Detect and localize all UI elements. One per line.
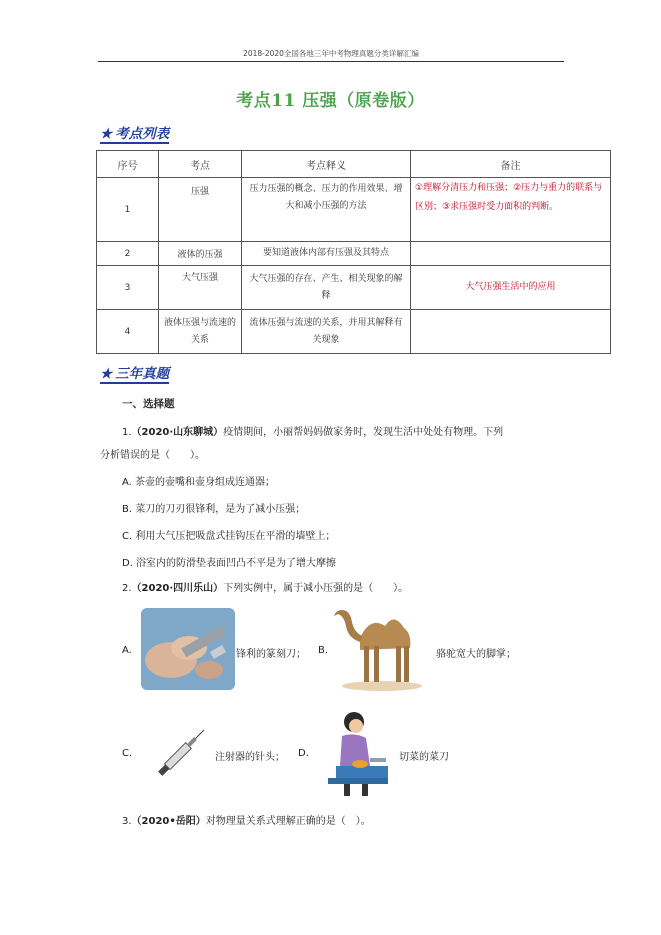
table-cell-point: 液体的压强 [159,242,242,266]
header-rule [98,61,564,62]
question-source: （2020·四川乐山） [131,583,224,594]
header-cell: 考点 [159,151,242,178]
question-3 [122,812,371,827]
option-b-letter: B. [318,645,329,656]
section-heading-points-label: 考点列表 [115,126,170,142]
table-cell-note: 大气压强生活中的应用 [411,266,611,310]
question-source: （2020·山东聊城） [131,427,224,438]
table-cell-desc: 大气压强的存在、产生、相关现象的解释 [242,266,411,310]
question-text: 下列实例中，属于减小压强的是（ ）。 [223,583,409,594]
question-source: （2020•岳阳） [131,816,206,827]
option-d-letter: D. [298,748,309,759]
question-1 [122,423,503,438]
option-c-letter: C. [122,748,133,759]
option-d: D. 浴室内的防滑垫表面凹凸不平是为了增大摩擦 [122,558,337,569]
table-cell-note [411,310,611,354]
question-text: 对物理量关系式理解正确的是（ ）。 [205,816,371,827]
table-cell-desc: 流体压强与流速的关系，并用其解释有关现象 [242,310,411,354]
section-heading-exams-label: 三年真题 [115,366,170,382]
option-a: A. 茶壶的壶嘴和壶身组成连通器； [122,477,276,488]
option-b: B. 菜刀的刀刃很锋利，是为了减小压强； [122,504,306,515]
table-header-row [97,151,611,178]
syringe-image [148,724,212,784]
option-a-text: 锋利的篆刻刀； [236,649,306,660]
running-header: 2018-2020全国各地三年中考物理真题分类详解汇编 [243,49,419,58]
page-title: 考点11 压强（原卷版） [236,91,425,111]
table-cell-no: 1 [97,178,159,242]
engraving-knife-image [141,608,235,690]
table-cell-no: 3 [97,266,159,310]
question-text: 疫情期间，小丽帮妈妈做家务时，发现生活中处处有物理。下列 [223,427,504,438]
question-2 [122,579,408,594]
option-a-letter: A. [122,645,132,656]
star-icon: ★ [100,366,113,382]
option-c-text: 注射器的针头； [215,752,285,763]
table-cell-note [411,242,611,266]
option-c: C. 利用大气压把吸盘式挂钩压在平滑的墙壁上； [122,531,336,542]
table-cell-point: 压强 [159,178,242,242]
table-cell-no: 4 [97,310,159,354]
option-d-text: 切菜的菜刀 [399,752,449,763]
table-row [97,266,611,310]
header-cell: 考点释义 [242,151,411,178]
question-number: 3. [122,816,132,827]
star-icon: ★ [100,126,113,142]
question-number: 1. [122,427,132,438]
section-heading-points [100,126,169,144]
table-cell-desc: 压力压强的概念、压力的作用效果、增大和减小压强的方法 [242,178,411,242]
header-cell: 序号 [97,151,159,178]
part-heading: 一、选择题 [122,398,175,410]
option-b-text: 骆驼宽大的脚掌； [436,649,516,660]
header-cell: 备注 [411,151,611,178]
points-table [96,150,611,354]
table-cell-desc: 要知道液体内部有压强及其特点 [242,242,411,266]
cutting-vegetables-image [318,708,396,798]
table-cell-point: 大气压强 [159,266,242,310]
camel-image [330,598,434,692]
table-cell-point: 液体压强与流速的关系 [159,310,242,354]
section-heading-exams [100,366,169,384]
table-row [97,310,611,354]
question-1-cont: 分析错误的是（ ）。 [100,450,205,461]
table-cell-note: ①理解分清压力和压强；②压力与重力的联系与区别；③求压强时受力面积的判断。 [411,178,611,242]
table-row [97,178,611,242]
table-row [97,242,611,266]
table-cell-no: 2 [97,242,159,266]
question-number: 2. [122,583,132,594]
